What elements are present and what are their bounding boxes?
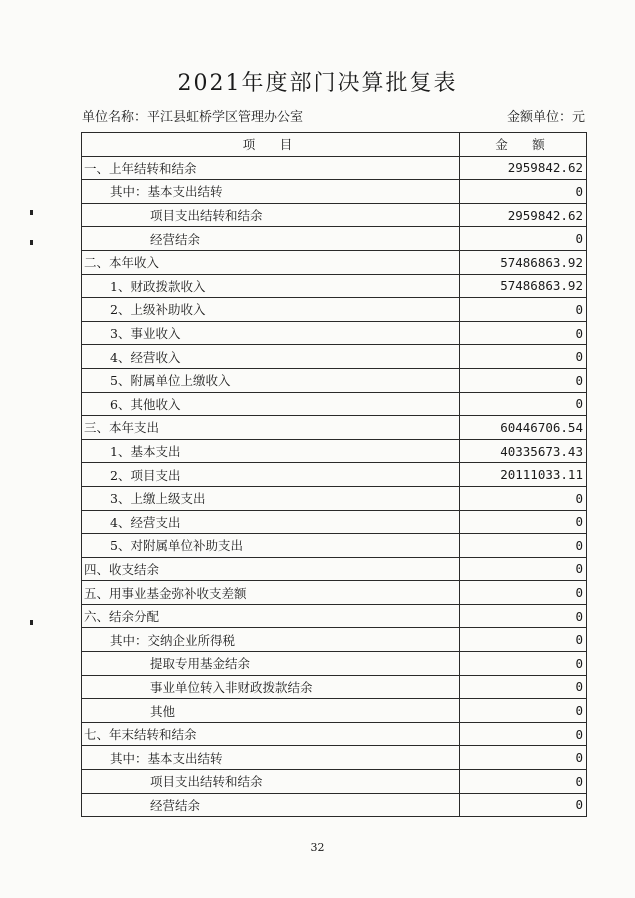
row-amount: 0 bbox=[460, 557, 587, 581]
row-amount: 0 bbox=[460, 392, 587, 416]
row-amount: 0 bbox=[460, 604, 587, 628]
amount-column-header: 金 额 bbox=[460, 133, 587, 157]
row-label: 项目支出结转和结余 bbox=[82, 203, 460, 227]
row-amount: 0 bbox=[460, 321, 587, 345]
row-amount: 40335673.43 bbox=[460, 439, 587, 463]
row-label: 一、上年结转和结余 bbox=[82, 156, 460, 180]
row-label: 1、基本支出 bbox=[82, 439, 460, 463]
table-row bbox=[82, 203, 587, 227]
table-row bbox=[82, 345, 587, 369]
table-row bbox=[82, 557, 587, 581]
table-row bbox=[82, 534, 587, 558]
table-row bbox=[82, 628, 587, 652]
row-amount: 0 bbox=[460, 368, 587, 392]
row-amount: 60446706.54 bbox=[460, 416, 587, 440]
row-label: 其中：基本支出结转 bbox=[82, 180, 460, 204]
row-label: 项目支出结转和结余 bbox=[82, 770, 460, 794]
table-row bbox=[82, 770, 587, 794]
table-row bbox=[82, 722, 587, 746]
row-label: 三、本年支出 bbox=[82, 416, 460, 440]
row-label: 经营结余 bbox=[82, 227, 460, 251]
row-label: 6、其他收入 bbox=[82, 392, 460, 416]
row-label: 事业单位转入非财政拨款结余 bbox=[82, 675, 460, 699]
row-label: 其中：基本支出结转 bbox=[82, 746, 460, 770]
table-row bbox=[82, 793, 587, 817]
row-amount: 2959842.62 bbox=[460, 156, 587, 180]
row-label: 2、项目支出 bbox=[82, 463, 460, 487]
row-amount: 57486863.92 bbox=[460, 274, 587, 298]
row-amount: 0 bbox=[460, 722, 587, 746]
row-amount: 0 bbox=[460, 510, 587, 534]
row-label: 四、收支结余 bbox=[82, 557, 460, 581]
row-label: 六、结余分配 bbox=[82, 604, 460, 628]
row-amount: 0 bbox=[460, 770, 587, 794]
table-row bbox=[82, 699, 587, 723]
table-row bbox=[82, 439, 587, 463]
row-amount: 0 bbox=[460, 628, 587, 652]
row-amount: 0 bbox=[460, 746, 587, 770]
row-label: 1、财政拨款收入 bbox=[82, 274, 460, 298]
page-number: 32 bbox=[310, 841, 325, 854]
row-amount: 0 bbox=[460, 652, 587, 676]
row-amount: 0 bbox=[460, 699, 587, 723]
table-row bbox=[82, 392, 587, 416]
row-label: 二、本年收入 bbox=[82, 250, 460, 274]
row-amount: 0 bbox=[460, 486, 587, 510]
row-amount: 20111033.11 bbox=[460, 463, 587, 487]
table-row bbox=[82, 250, 587, 274]
row-amount: 0 bbox=[460, 581, 587, 605]
table-row bbox=[82, 486, 587, 510]
table-row bbox=[82, 156, 587, 180]
row-amount: 0 bbox=[460, 793, 587, 817]
row-label: 4、经营收入 bbox=[82, 345, 460, 369]
item-column-header: 项 目 bbox=[82, 133, 460, 157]
row-label: 其中：交纳企业所得税 bbox=[82, 628, 460, 652]
table-row bbox=[82, 298, 587, 322]
row-amount: 0 bbox=[460, 298, 587, 322]
scan-mark bbox=[30, 620, 33, 625]
table-row bbox=[82, 463, 587, 487]
row-label: 七、年末结转和结余 bbox=[82, 722, 460, 746]
table-row bbox=[82, 227, 587, 251]
row-label: 2、上级补助收入 bbox=[82, 298, 460, 322]
table-row bbox=[82, 180, 587, 204]
scan-mark bbox=[30, 210, 33, 215]
row-label: 4、经营支出 bbox=[82, 510, 460, 534]
row-amount: 57486863.92 bbox=[460, 250, 587, 274]
row-label: 经营结余 bbox=[82, 793, 460, 817]
row-label: 其他 bbox=[82, 699, 460, 723]
scan-mark bbox=[30, 240, 33, 245]
row-label: 5、对附属单位补助支出 bbox=[82, 534, 460, 558]
table-row bbox=[82, 321, 587, 345]
table-row bbox=[82, 675, 587, 699]
row-label: 3、事业收入 bbox=[82, 321, 460, 345]
row-amount: 0 bbox=[460, 180, 587, 204]
table-row bbox=[82, 604, 587, 628]
table-row bbox=[82, 581, 587, 605]
row-amount: 0 bbox=[460, 675, 587, 699]
row-amount: 0 bbox=[460, 534, 587, 558]
row-label: 五、用事业基金弥补收支差额 bbox=[82, 581, 460, 605]
amount-unit: 金额单位：元 bbox=[507, 110, 586, 125]
table-row bbox=[82, 510, 587, 534]
row-label: 3、上缴上级支出 bbox=[82, 486, 460, 510]
table-row bbox=[82, 274, 587, 298]
row-label: 5、附属单位上缴收入 bbox=[82, 368, 460, 392]
unit-name: 单位名称：平江县虹桥学区管理办公室 bbox=[82, 110, 304, 125]
table-row bbox=[82, 416, 587, 440]
budget-table bbox=[81, 132, 587, 817]
row-label: 提取专用基金结余 bbox=[82, 652, 460, 676]
table-header-row bbox=[82, 133, 587, 157]
page-title: 2021年度部门决算批复表 bbox=[177, 71, 458, 96]
table-row bbox=[82, 746, 587, 770]
table-row bbox=[82, 368, 587, 392]
row-amount: 0 bbox=[460, 345, 587, 369]
table-row bbox=[82, 652, 587, 676]
table-body bbox=[82, 156, 587, 817]
row-amount: 2959842.62 bbox=[460, 203, 587, 227]
row-amount: 0 bbox=[460, 227, 587, 251]
